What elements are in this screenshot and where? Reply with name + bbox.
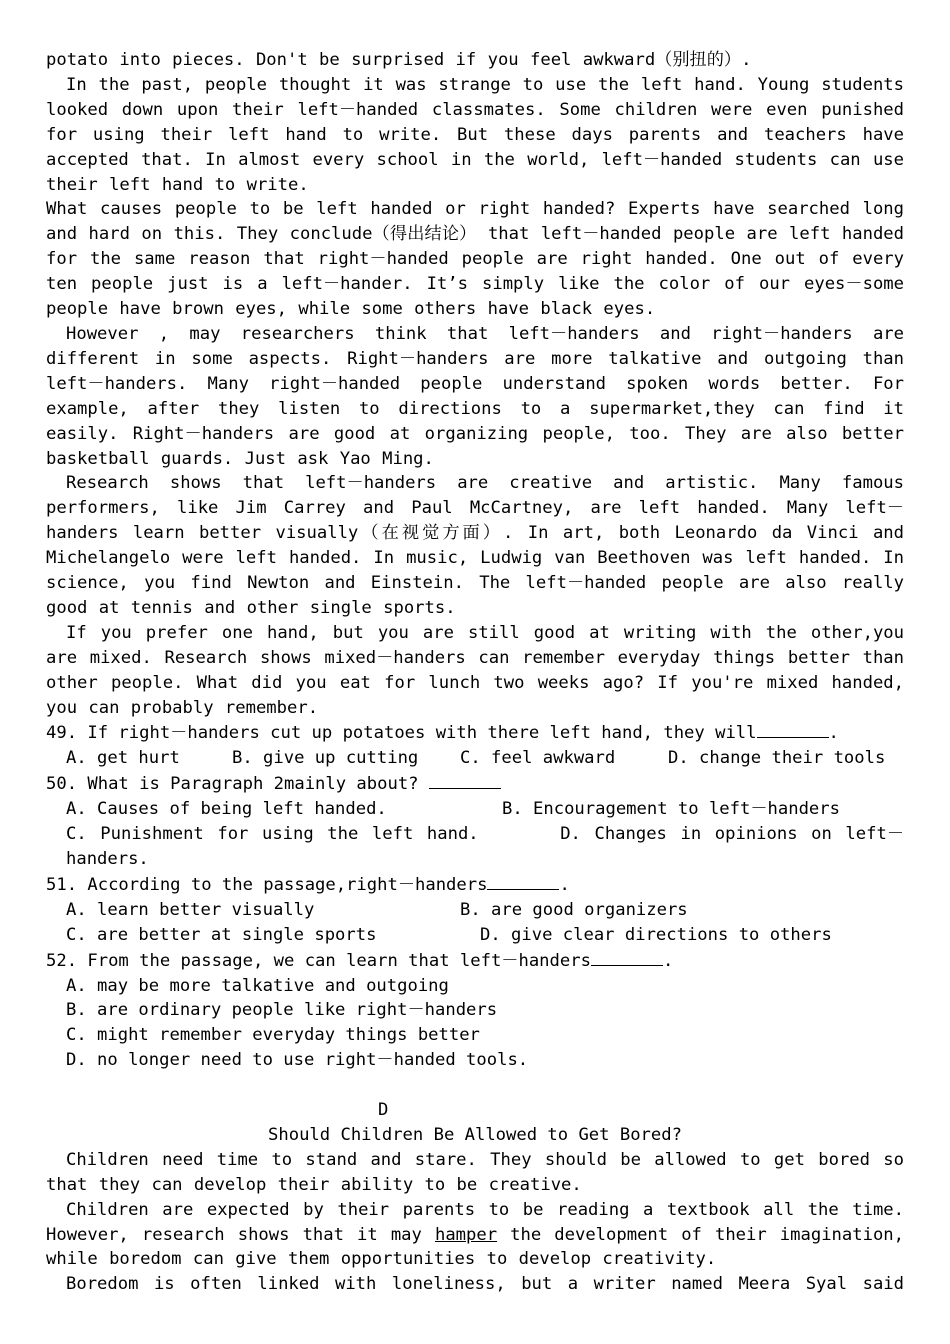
question-50 — [46, 771, 904, 797]
passage-d-paragraph-2: Children are expected by their parents to be reading a textbook all the time. However, research shows that it may hamper the development of their imagination, while boredom can give them opportunities to develop creativity. — [46, 1199, 904, 1270]
option-b: B. give up cutting — [232, 748, 419, 769]
option-a: A. may be more talkative and outgoing — [66, 975, 449, 996]
option-c: C. might remember everyday things better — [66, 1025, 480, 1046]
option-d: D. Changes in opinions on left－handers. — [66, 824, 905, 869]
question-51-options-cd — [46, 923, 904, 948]
option-b: B. Encouragement to left－handers — [502, 799, 840, 820]
option-a: A. learn better visually — [66, 899, 315, 920]
option-a: A. Causes of being left handed. — [66, 799, 387, 820]
underlined-word: hamper — [434, 1224, 498, 1245]
passage-c-paragraph-0: potato into pieces. Don't be surprised if you feel awkward（别扭的）. — [46, 50, 752, 70]
question-49: 49. If right－handers cut up potatoes with there left hand, they will . — [46, 720, 904, 746]
question-49-stem: 49. If right－handers cut up potatoes with there left hand, they will — [46, 723, 757, 744]
option-d: D. give clear directions to others — [480, 924, 832, 945]
passage-c-paragraph-2: What causes people to be left handed or right handed? Experts have searched long and hard on this. They conclude（得出结论） that left－handed people are left handed for the same reason that right－handed people are right handed. One out of every ten people just is a left－hander. It’s simply like the color of our eyes－some people have brown eyes, while some others have black eyes. — [46, 199, 904, 320]
answer-blank — [591, 948, 663, 966]
passage-c-paragraph-1: In the past, people thought it was strange to use the left hand. Young students looked down upon their left－handed classmates. Some children were even punished for using their left hand to write. But these days parents and teachers have accepted that. In almost every school in the world, left－handed students can use their left hand to write. — [46, 74, 904, 195]
question-52: 52. From the passage, we can learn that left－handers . — [46, 948, 904, 974]
option-b: B. are ordinary people like right－handers — [66, 1000, 498, 1021]
question-49-options — [46, 746, 904, 771]
option-d: D. no longer need to use right－handed tools. — [66, 1050, 529, 1071]
option-c: C. feel awkward — [460, 748, 616, 769]
section-label: D — [378, 1100, 389, 1121]
question-51-options-ab — [46, 898, 904, 923]
option-b: B. are good organizers — [460, 899, 688, 920]
option-c: C. are better at single sports — [66, 924, 377, 945]
question-51: 51. According to the passage,right－handers . — [46, 872, 904, 898]
passage-c-paragraph-3: However , may researchers think that left－handers and right－handers are different in some aspects. Right－handers are more talkative and outgoing than left－handers. Many right－handed people understand spoken words better. For example, after they listen to directions to a supermarket,they can find it easily. Right－handers are good at organizing people, too. They are also better basketball guards. Just ask Yao Ming. — [46, 323, 904, 469]
question-50-options-ab — [46, 797, 904, 822]
passage-d-paragraph-1: Children need time to stand and stare. They should be allowed to get bored so that they can develop their ability to be creative. — [46, 1149, 904, 1195]
answer-blank — [429, 771, 501, 789]
passage-c-paragraph-4: Research shows that left－handers are creative and artistic. Many famous performers, like Jim Carrey and Paul McCartney, are left handed. Many left－handers learn better visually（在视觉方面）. In art, both Leonardo da Vinci and Michelangelo were left handed. In music, Ludwig van Beethoven was left handed. In science, you find Newton and Einstein. The left－handed people are also really good at tennis and other single sports. — [46, 473, 904, 618]
option-c: C. Punishment for using the left hand. — [66, 824, 479, 845]
question-52-stem: 52. From the passage, we can learn that left－handers — [46, 950, 591, 971]
question-50-stem: 50. What is Paragraph 2mainly about? — [46, 774, 419, 795]
answer-blank — [757, 720, 829, 738]
passage-d-paragraph-3: Boredom is often linked with loneliness, but a writer named Meera Syal said — [66, 1274, 904, 1295]
document-page — [46, 48, 904, 1297]
passage-d-title: Should Children Be Allowed to Get Bored? — [268, 1124, 682, 1145]
question-50-options-cd — [46, 822, 904, 872]
passage-c-paragraph-5: If you prefer one hand, but you are still good at writing with the other,you are mixed. Research shows mixed－handers can remember everyday things better than other people. What did you eat for lunch two weeks ago? If you're mixed handed, you can probably remember. — [46, 622, 904, 718]
answer-blank — [487, 872, 559, 890]
option-a: A. get hurt — [66, 748, 180, 769]
question-51-stem: 51. According to the passage,right－handers — [46, 874, 488, 895]
option-d: D. change their tools — [668, 748, 886, 769]
